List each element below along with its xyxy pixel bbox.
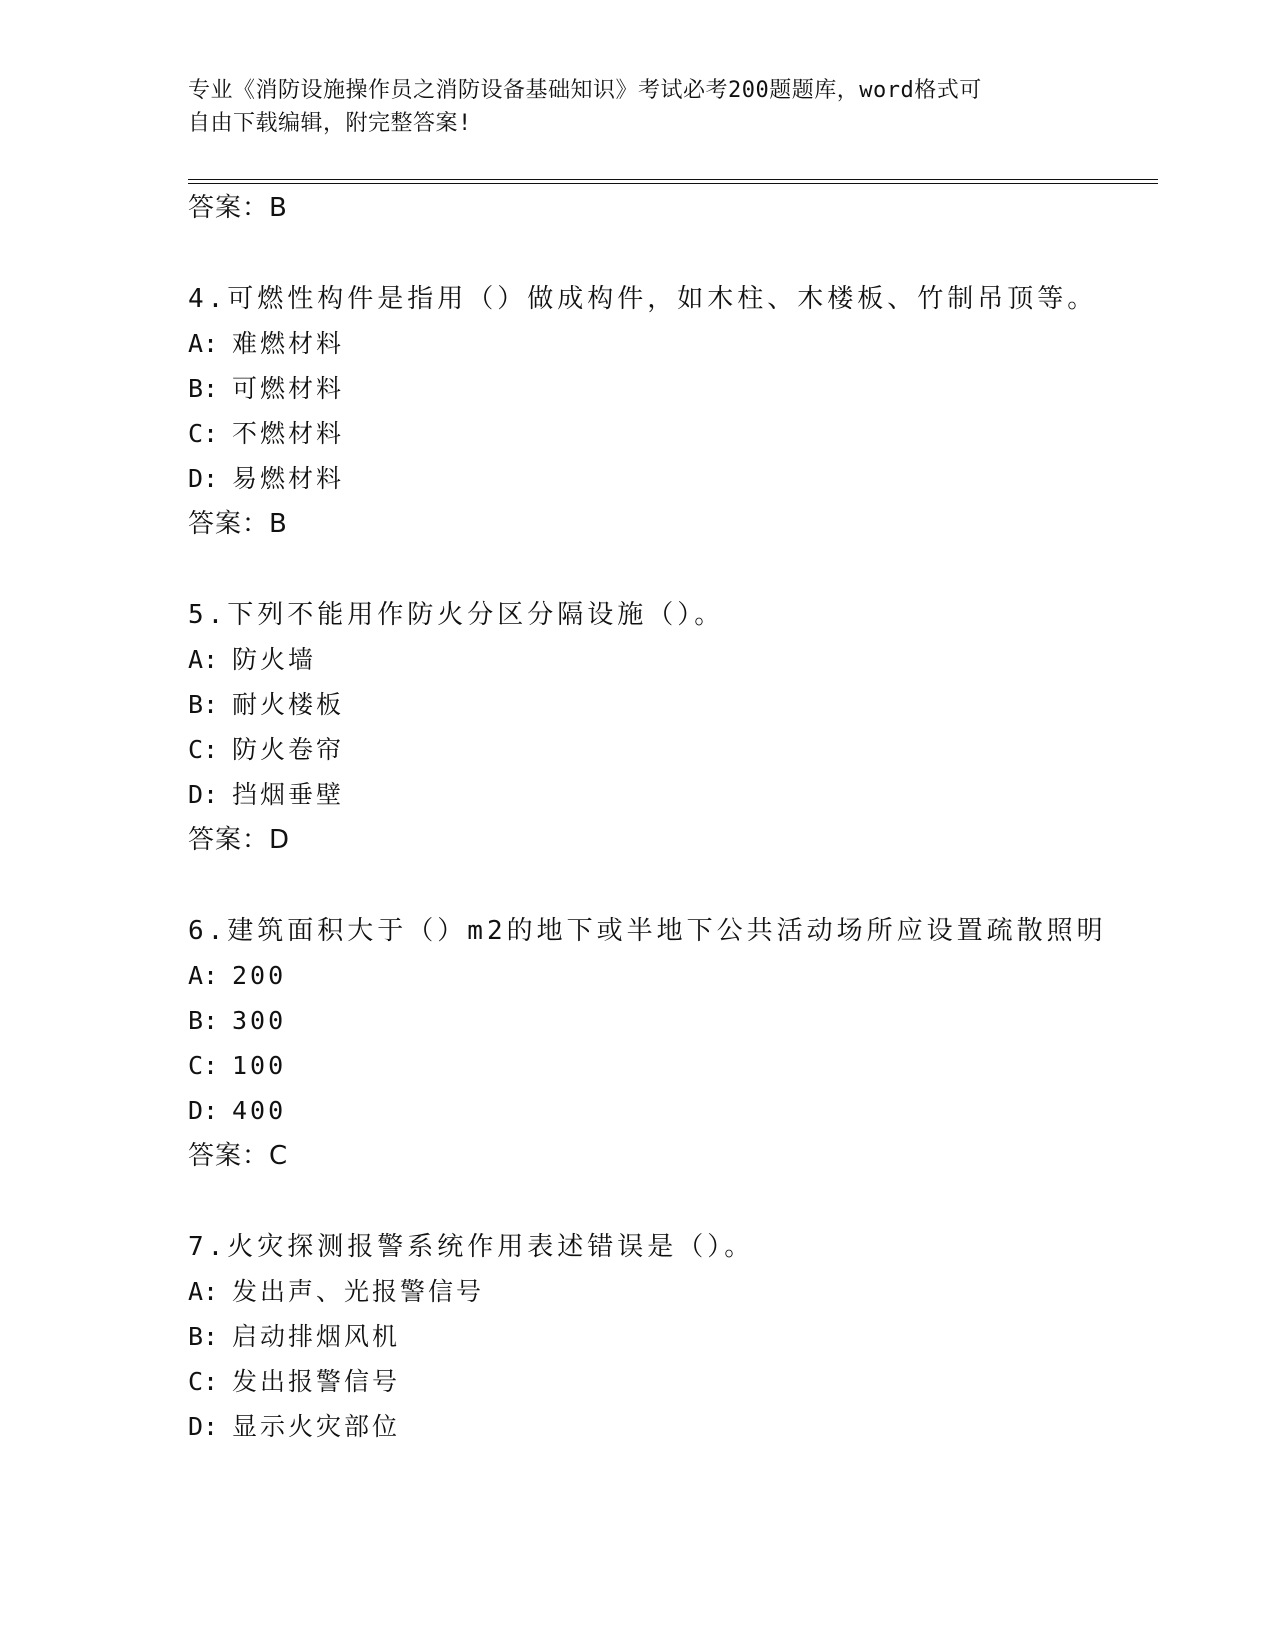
header-line-1: 专业《消防设施操作员之消防设备基础知识》考试必考200题题库，word格式可 xyxy=(188,78,982,103)
question-4-option-d: D: 易燃材料 xyxy=(188,464,345,493)
document-header xyxy=(188,74,1068,140)
question-4-stem: 4.可燃性构件是指用（）做成构件，如木柱、木楼板、竹制吊顶等。 xyxy=(188,284,1098,314)
question-5-option-a: A: 防火墙 xyxy=(188,645,317,674)
question-5-answer: 答案：D xyxy=(188,825,291,855)
question-7-option-d: D: 显示火灾部位 xyxy=(188,1412,401,1441)
question-7-option-b: B: 启动排烟风机 xyxy=(188,1322,401,1351)
question-4-answer: 答案：B xyxy=(188,509,288,539)
header-divider-bottom xyxy=(188,183,1158,184)
question-7-option-c: C: 发出报警信号 xyxy=(188,1367,401,1396)
question-5-option-b: B: 耐火楼板 xyxy=(188,690,345,719)
question-6-option-d: D: 400 xyxy=(188,1096,287,1125)
question-5-stem: 5.下列不能用作防火分区分隔设施（）。 xyxy=(188,600,725,630)
question-5-option-d: D: 挡烟垂壁 xyxy=(188,780,345,809)
question-7-option-a: A: 发出声、光报警信号 xyxy=(188,1277,485,1306)
header-line-2: 自由下载编辑，附完整答案! xyxy=(188,111,472,136)
question-5-option-c: C: 防火卷帘 xyxy=(188,735,345,764)
question-4-option-b: B: 可燃材料 xyxy=(188,374,345,403)
question-6-option-b: B: 300 xyxy=(188,1006,287,1035)
question-7-stem: 7.火灾探测报警系统作用表述错误是（）。 xyxy=(188,1232,755,1262)
question-4-option-a: A: 难燃材料 xyxy=(188,329,345,358)
question-6-answer: 答案：C xyxy=(188,1141,289,1171)
question-6-stem: 6.建筑面积大于（）m2的地下或半地下公共活动场所应设置疏散照明 xyxy=(188,916,1107,946)
question-4-option-c: C: 不燃材料 xyxy=(188,419,345,448)
answer-previous: 答案：B xyxy=(188,193,288,223)
question-6-option-a: A: 200 xyxy=(188,961,287,990)
question-6-option-c: C: 100 xyxy=(188,1051,287,1080)
header-divider-top xyxy=(188,179,1158,180)
